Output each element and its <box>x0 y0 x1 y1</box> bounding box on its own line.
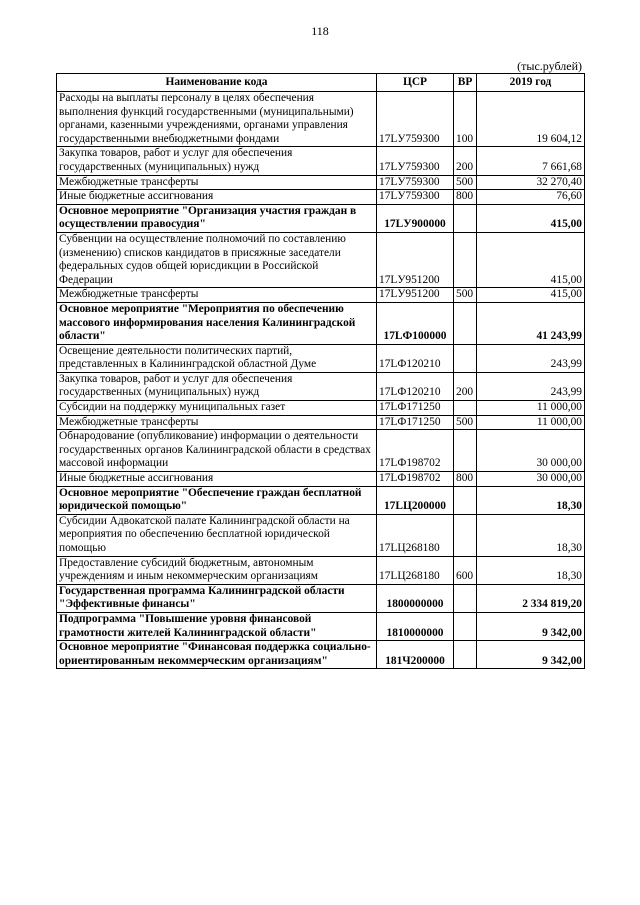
row-csr-cell: 17LФ120210 <box>377 344 454 372</box>
row-csr-cell: 17LУ759300 <box>377 175 454 190</box>
row-csr-cell: 17LФ198702 <box>377 430 454 472</box>
row-name-cell: Основное мероприятие "Мероприятия по обеспечению массового информирования населения Калининградской области" <box>57 302 377 344</box>
row-amount-cell: 19 604,12 <box>477 92 585 147</box>
table-row <box>57 92 585 147</box>
row-vr-cell: 100 <box>454 92 477 147</box>
row-csr-cell: 17LФ120210 <box>377 372 454 400</box>
row-csr-cell: 1810000000 <box>377 612 454 640</box>
row-amount-cell: 7 661,68 <box>477 147 585 175</box>
row-csr-cell: 17LУ951200 <box>377 288 454 303</box>
table-row <box>57 401 585 416</box>
table-row <box>57 415 585 430</box>
page-number: 118 <box>311 24 329 38</box>
table-row <box>57 232 585 287</box>
row-vr-cell: 800 <box>454 190 477 205</box>
row-amount-cell: 243,99 <box>477 344 585 372</box>
row-name-cell: Иные бюджетные ассигнования <box>57 472 377 487</box>
row-vr-cell: 500 <box>454 175 477 190</box>
row-vr-cell <box>454 204 477 232</box>
row-csr-cell: 17LЦ200000 <box>377 486 454 514</box>
table-body <box>57 92 585 669</box>
row-vr-cell <box>454 344 477 372</box>
table-row <box>57 204 585 232</box>
row-vr-cell: 200 <box>454 147 477 175</box>
row-vr-cell <box>454 486 477 514</box>
row-name-cell: Освещение деятельности политических партий, представленных в Калининградской областной Думе <box>57 344 377 372</box>
row-csr-cell: 17LЦ268180 <box>377 556 454 584</box>
row-amount-cell: 18,30 <box>477 514 585 556</box>
row-vr-cell <box>454 612 477 640</box>
row-csr-cell: 17LУ759300 <box>377 190 454 205</box>
row-amount-cell: 2 334 819,20 <box>477 584 585 612</box>
row-amount-cell: 18,30 <box>477 556 585 584</box>
row-csr-cell: 17LУ759300 <box>377 147 454 175</box>
row-name-cell: Предоставление субсидий бюджетным, автономным учреждениям и иным некоммерческим организациям <box>57 556 377 584</box>
row-name-cell: Основное мероприятие "Организация участия граждан в осуществлении правосудия" <box>57 204 377 232</box>
row-vr-cell <box>454 302 477 344</box>
header-vr: ВР <box>454 74 477 92</box>
row-name-cell: Государственная программа Калининградской области "Эффективные финансы" <box>57 584 377 612</box>
table-row <box>57 302 585 344</box>
row-vr-cell: 200 <box>454 372 477 400</box>
row-amount-cell: 9 342,00 <box>477 641 585 669</box>
header-amount: 2019 год <box>477 74 585 92</box>
unit-note: (тыс.рублей) <box>517 59 582 73</box>
table-row <box>57 190 585 205</box>
row-csr-cell: 17LУ951200 <box>377 232 454 287</box>
table-row <box>57 556 585 584</box>
row-name-cell: Субсидии Адвокатской палате Калининградской области на мероприятия по обеспечению бесплатной юридической помощью <box>57 514 377 556</box>
row-name-cell: Расходы на выплаты персоналу в целях обеспечения выполнения функций государственными (муниципальными) органами, казенными учреждениями, органами управления государственными внебюджетными фондами <box>57 92 377 147</box>
row-amount-cell: 30 000,00 <box>477 430 585 472</box>
row-amount-cell: 18,30 <box>477 486 585 514</box>
row-name-cell: Межбюджетные трансферты <box>57 415 377 430</box>
row-name-cell: Обнародование (опубликование) информации о деятельности государственных органов Калининградской области в средствах массовой информации <box>57 430 377 472</box>
row-vr-cell: 600 <box>454 556 477 584</box>
row-amount-cell: 415,00 <box>477 288 585 303</box>
table-row <box>57 147 585 175</box>
row-csr-cell: 181Ч200000 <box>377 641 454 669</box>
row-name-cell: Межбюджетные трансферты <box>57 288 377 303</box>
row-name-cell: Иные бюджетные ассигнования <box>57 190 377 205</box>
table-row <box>57 612 585 640</box>
row-amount-cell: 30 000,00 <box>477 472 585 487</box>
row-name-cell: Субвенции на осуществление полномочий по составлению (изменению) списков кандидатов в присяжные заседатели федеральных судов общей юрисдикции в Российской Федерации <box>57 232 377 287</box>
row-csr-cell: 17LУ759300 <box>377 92 454 147</box>
row-amount-cell: 243,99 <box>477 372 585 400</box>
table-row <box>57 472 585 487</box>
row-amount-cell: 11 000,00 <box>477 415 585 430</box>
row-csr-cell: 17LФ171250 <box>377 415 454 430</box>
table-row <box>57 372 585 400</box>
row-name-cell: Закупка товаров, работ и услуг для обеспечения государственных (муниципальных) нужд <box>57 372 377 400</box>
row-vr-cell: 500 <box>454 415 477 430</box>
row-amount-cell: 415,00 <box>477 232 585 287</box>
row-vr-cell <box>454 401 477 416</box>
row-name-cell: Субсидии на поддержку муниципальных газет <box>57 401 377 416</box>
row-csr-cell: 1800000000 <box>377 584 454 612</box>
row-amount-cell: 41 243,99 <box>477 302 585 344</box>
budget-table <box>56 73 585 669</box>
row-vr-cell <box>454 232 477 287</box>
table-header-row <box>57 74 585 92</box>
table-row <box>57 641 585 669</box>
table-row <box>57 514 585 556</box>
table-row <box>57 344 585 372</box>
row-name-cell: Основное мероприятие "Обеспечение граждан бесплатной юридической помощью" <box>57 486 377 514</box>
table-row <box>57 288 585 303</box>
row-name-cell: Подпрограмма "Повышение уровня финансовой грамотности жителей Калининградской области" <box>57 612 377 640</box>
row-amount-cell: 32 270,40 <box>477 175 585 190</box>
row-vr-cell: 500 <box>454 288 477 303</box>
row-name-cell: Основное мероприятие "Финансовая поддержка социально-ориентированным некоммерческим организациям" <box>57 641 377 669</box>
row-csr-cell: 17LФ171250 <box>377 401 454 416</box>
row-name-cell: Межбюджетные трансферты <box>57 175 377 190</box>
header-name: Наименование кода <box>57 74 377 92</box>
table-row <box>57 175 585 190</box>
row-amount-cell: 11 000,00 <box>477 401 585 416</box>
table-row <box>57 486 585 514</box>
row-amount-cell: 9 342,00 <box>477 612 585 640</box>
row-csr-cell: 17LУ900000 <box>377 204 454 232</box>
header-csr: ЦСР <box>377 74 454 92</box>
row-csr-cell: 17LФ198702 <box>377 472 454 487</box>
row-vr-cell <box>454 584 477 612</box>
row-csr-cell: 17LЦ268180 <box>377 514 454 556</box>
row-vr-cell: 800 <box>454 472 477 487</box>
row-csr-cell: 17LФ100000 <box>377 302 454 344</box>
row-vr-cell <box>454 641 477 669</box>
table-row <box>57 584 585 612</box>
row-amount-cell: 415,00 <box>477 204 585 232</box>
row-vr-cell <box>454 514 477 556</box>
row-vr-cell <box>454 430 477 472</box>
table-row <box>57 430 585 472</box>
row-name-cell: Закупка товаров, работ и услуг для обеспечения государственных (муниципальных) нужд <box>57 147 377 175</box>
row-amount-cell: 76,60 <box>477 190 585 205</box>
